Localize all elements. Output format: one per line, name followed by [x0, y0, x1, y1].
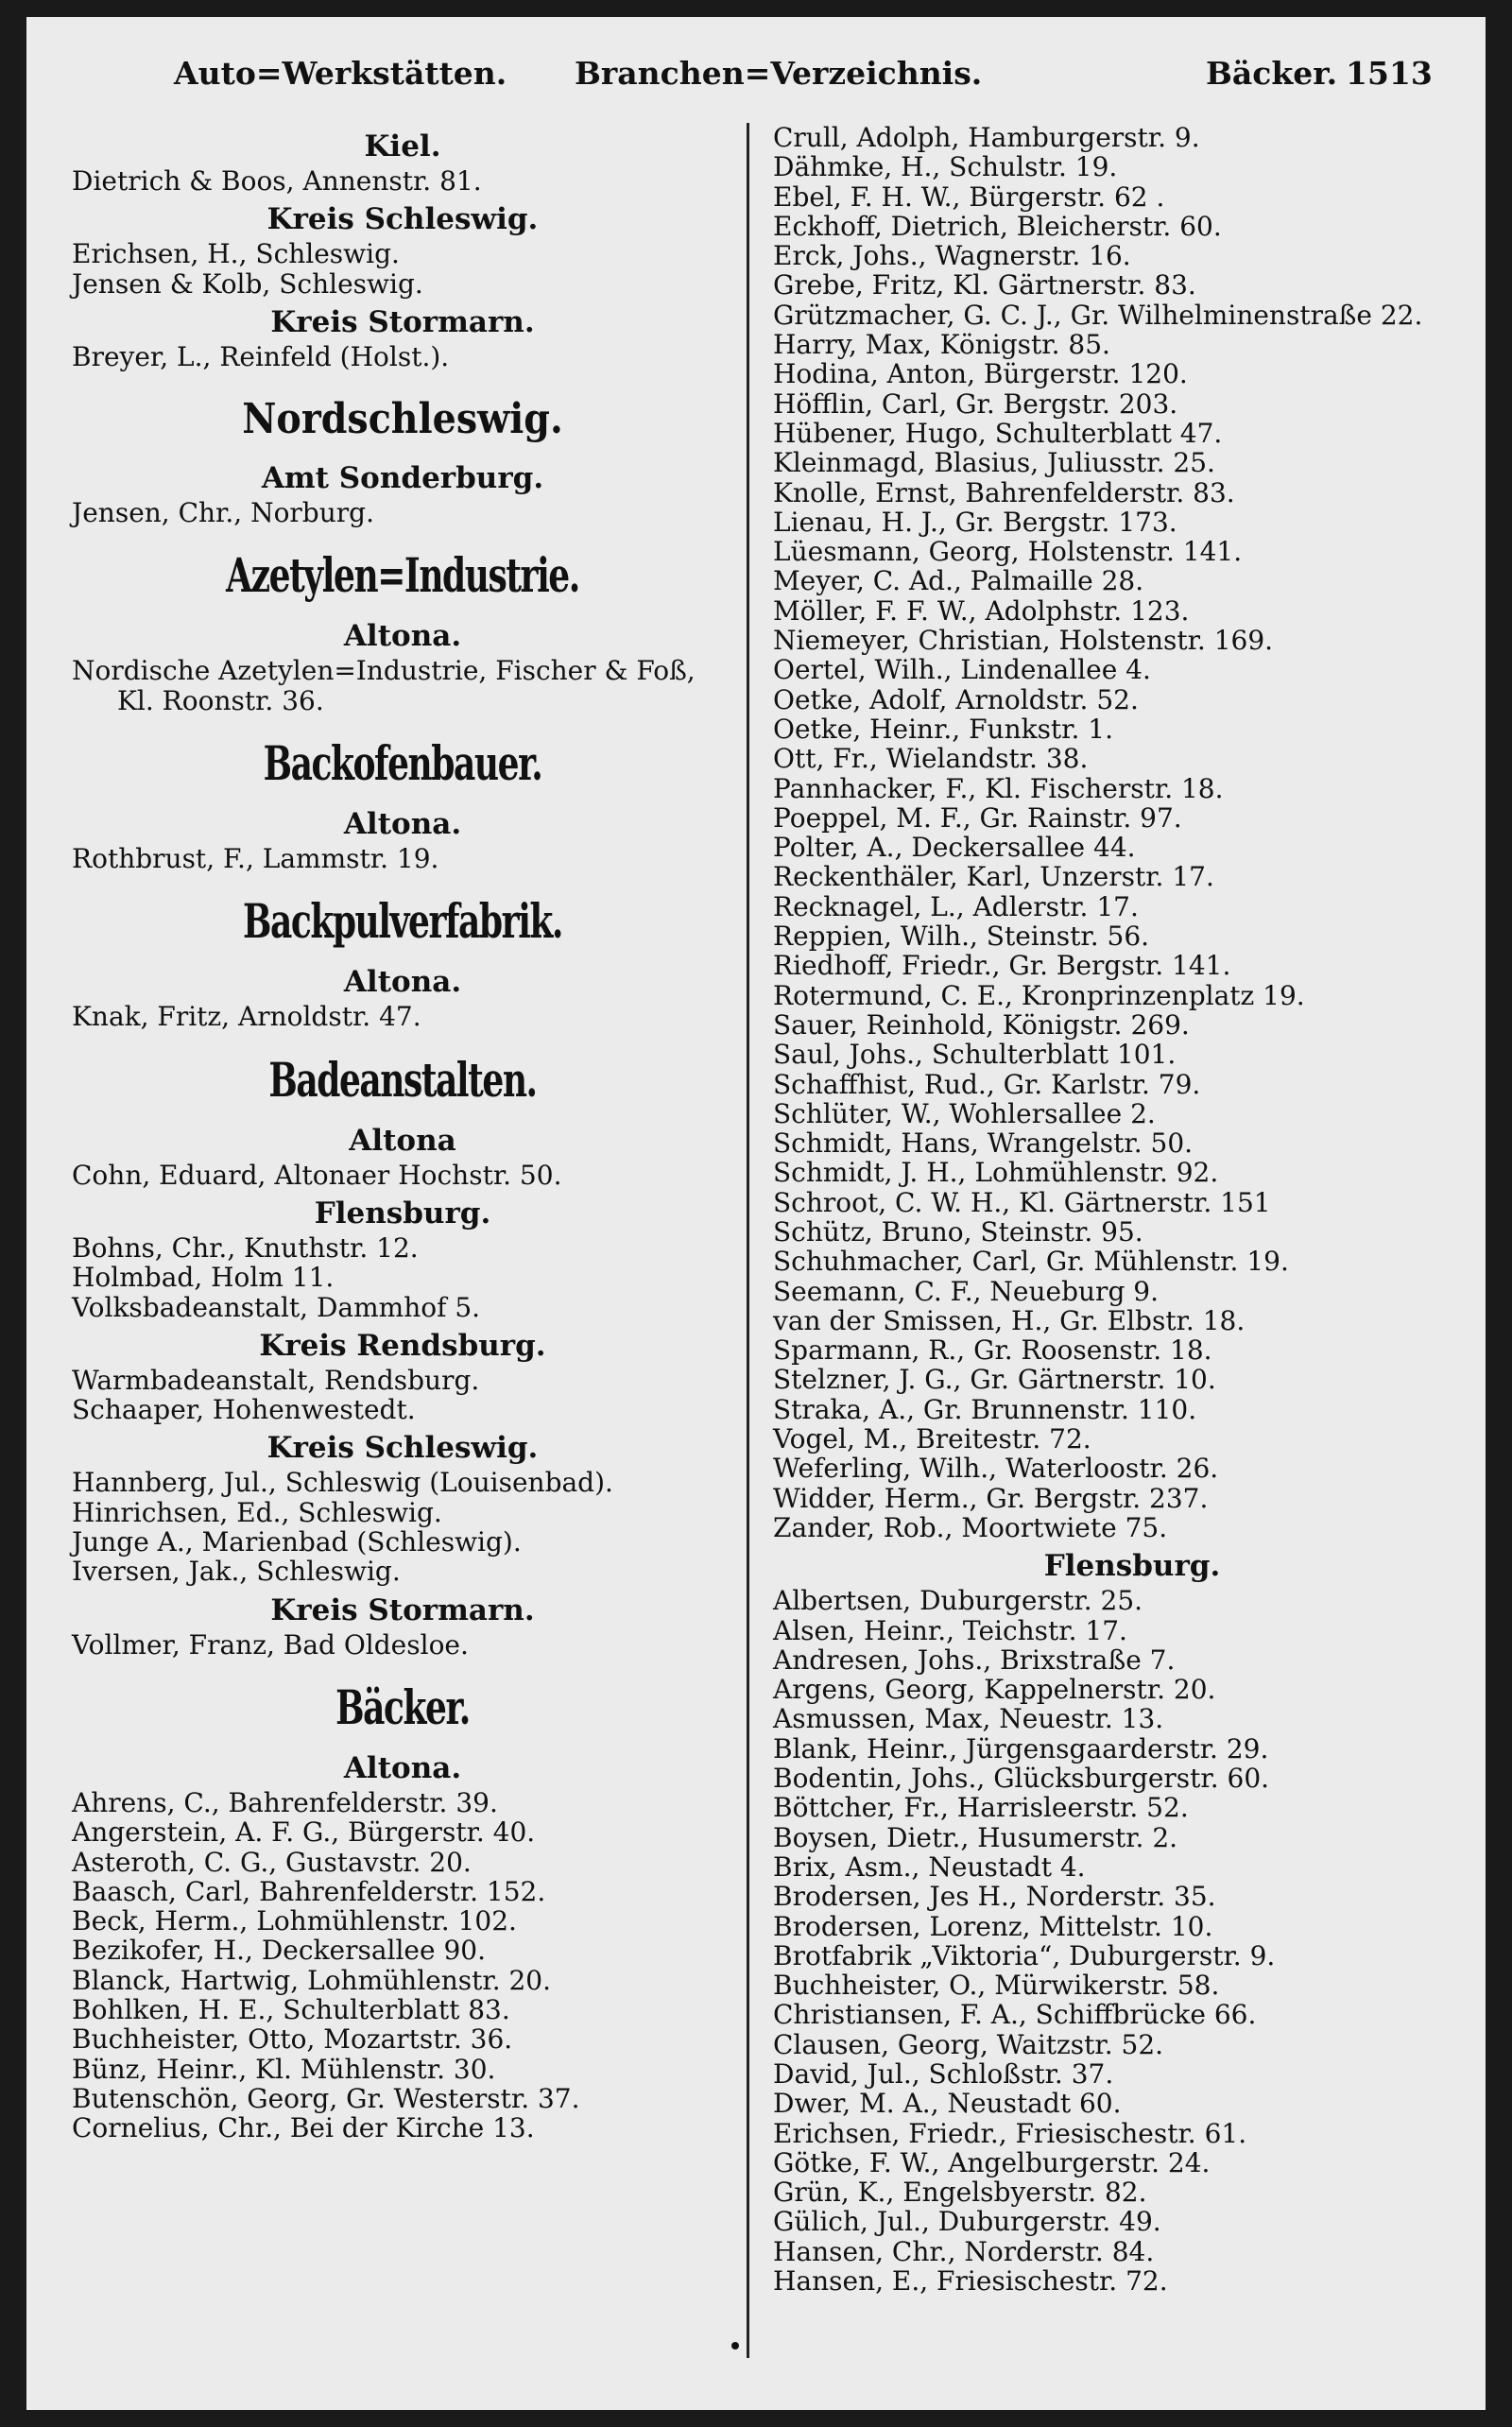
listing-entry: Schütz, Bruno, Steinstr. 95.	[773, 1215, 1143, 1248]
listing-entry: Sauer, Reinhold, Königstr. 269.	[773, 1008, 1190, 1041]
listing-entry: Reckenthäler, Karl, Unzerstr. 17.	[773, 861, 1214, 893]
listing-entry: Jensen & Kolb, Schleswig.	[72, 267, 423, 300]
listing-entry: Christiansen, F. A., Schiffbrücke 66.	[773, 1999, 1257, 2031]
listing-entry: Schroot, C. W. H., Kl. Gärtnerstr. 151	[773, 1186, 1271, 1218]
listing-entry: Hinrichsen, Ed., Schleswig.	[72, 1496, 442, 1528]
listing-entry: Riedhoff, Friedr., Gr. Bergstr. 141.	[773, 950, 1231, 982]
listing-entry: Knak, Fritz, Arnoldstr. 47.	[72, 1001, 421, 1033]
listing-entry: Dähmke, H., Schulstr. 19.	[773, 151, 1118, 183]
listing-entry: Volksbadeanstalt, Dammhof 5.	[72, 1291, 481, 1323]
listing-entry: Boysen, Dietr., Husumerstr. 2.	[773, 1821, 1178, 1853]
listing-entry: Hannberg, Jul., Schleswig (Louisenbad).	[72, 1467, 613, 1499]
directory-page	[26, 17, 1486, 2410]
listing-entry: Brodersen, Jes H., Norderstr. 35.	[773, 1881, 1216, 1913]
listing-entry: Holmbad, Holm 11.	[72, 1262, 335, 1294]
listing-entry: Lüesmann, Georg, Holstenstr. 141.	[773, 536, 1243, 568]
listing-entry: Höfflin, Carl, Gr. Bergstr. 203.	[773, 387, 1178, 420]
listing-entry: Iversen, Jak., Schleswig.	[72, 1556, 401, 1588]
place-heading: Flensburg.	[1043, 1549, 1221, 1584]
listing-entry: Erck, Johs., Wagnerstr. 16.	[773, 240, 1131, 272]
listing-entry: Butenschön, Georg, Gr. Westerstr. 37.	[72, 2082, 580, 2114]
listing-entry: Reppien, Wilh., Steinstr. 56.	[773, 921, 1150, 953]
listing-entry: David, Jul., Schloßstr. 37.	[773, 2058, 1114, 2090]
listing-entry: Poeppel, M. F., Gr. Rainstr. 97.	[773, 801, 1182, 834]
listing-entry: Argens, Georg, Kappelnerstr. 20.	[773, 1674, 1216, 1706]
listing-entry: Schaaper, Hohenwestedt.	[72, 1394, 416, 1426]
place-heading: Altona	[349, 1123, 456, 1158]
listing-entry: Brix, Asm., Neustadt 4.	[773, 1850, 1086, 1883]
listing-entry: Harry, Max, Königstr. 85.	[773, 329, 1110, 361]
listing-entry: Breyer, L., Reinfeld (Holst.).	[72, 340, 450, 372]
listing-entry: Gülich, Jul., Duburgerstr. 49.	[773, 2206, 1161, 2238]
listing-entry: Niemeyer, Christian, Holstenstr. 169.	[773, 625, 1274, 657]
listing-entry: Jensen, Chr., Norburg.	[72, 497, 374, 529]
district-heading: Kreis Stormarn.	[270, 1592, 535, 1627]
listing-entry: Pannhacker, F., Kl. Fischerstr. 18.	[773, 772, 1224, 804]
listing-entry: Bünz, Heinr., Kl. Mühlenstr. 30.	[72, 2053, 496, 2085]
listing-entry: Brotfabrik „Viktoria“, Duburgerstr. 9.	[773, 1939, 1276, 1971]
category-heading: Bäcker.	[335, 1678, 470, 1735]
listing-entry: Straka, A., Gr. Brunnenstr. 110.	[773, 1393, 1197, 1425]
listing-entry: Saul, Johs., Schulterblatt 101.	[773, 1039, 1177, 1071]
listing-entry: Dwer, M. A., Neustadt 60.	[773, 2088, 1122, 2120]
listing-entry: Bohlken, H. E., Schulterblatt 83.	[72, 1994, 510, 2026]
left-column	[72, 123, 733, 2143]
region-heading: Nordschleswig.	[242, 395, 563, 444]
page-header	[26, 55, 1486, 112]
listing-entry: Hansen, E., Friesischestr. 72.	[773, 2265, 1168, 2298]
listing-entry: Ott, Fr., Wielandstr. 38.	[773, 743, 1089, 775]
column-separator	[747, 123, 749, 2358]
listing-entry: van der Smissen, H., Gr. Elbstr. 18.	[773, 1304, 1246, 1336]
listing-entry: Rotermund, C. E., Kronprinzenplatz 19.	[773, 979, 1305, 1011]
listing-entry: Schlüter, W., Wohlersallee 2.	[773, 1097, 1156, 1129]
listing-entry: Oertel, Wilh., Lindenallee 4.	[773, 654, 1151, 686]
listing-entry: Grebe, Fritz, Kl. Gärtnerstr. 83.	[773, 269, 1196, 301]
listing-entry: Angerstein, A. F. G., Bürgerstr. 40.	[72, 1816, 536, 1849]
listing-entry: Ahrens, C., Bahrenfelderstr. 39.	[72, 1786, 498, 1818]
district-heading: Kreis Schleswig.	[266, 202, 539, 237]
listing-entry: Asmussen, Max, Neuestr. 13.	[773, 1703, 1164, 1735]
listing-entry: Asteroth, C. G., Gustavstr. 20.	[72, 1846, 472, 1878]
listing-entry: Schmidt, J. H., Lohmühlenstr. 92.	[773, 1157, 1219, 1189]
listing-entry: Ebel, F. H. W., Bürgerstr. 62 .	[773, 181, 1165, 213]
listing-entry: Erichsen, Friedr., Friesischestr. 61.	[773, 2117, 1247, 2149]
listing-entry: Zander, Rob., Moortwiete 75.	[773, 1511, 1168, 1543]
listing-entry: Hansen, Chr., Norderstr. 84.	[773, 2235, 1155, 2267]
listing-entry: Lienau, H. J., Gr. Bergstr. 173.	[773, 506, 1177, 538]
listing-entry: Seemann, C. F., Neueburg 9.	[773, 1275, 1159, 1307]
listing-entry: Widder, Herm., Gr. Bergstr. 237.	[773, 1482, 1209, 1514]
listing-entry: Eckhoff, Dietrich, Bleicherstr. 60.	[773, 210, 1222, 242]
listing-entry: Schaffhist, Rud., Gr. Karlstr. 79.	[773, 1068, 1201, 1100]
listing-entry: Recknagel, L., Adlerstr. 17.	[773, 890, 1139, 922]
listing-entry: Polter, A., Deckersallee 44.	[773, 832, 1136, 864]
listing-entry: Stelzner, J. G., Gr. Gärtnerstr. 10.	[773, 1364, 1216, 1396]
listing-entry: Oetke, Heinr., Funkstr. 1.	[773, 713, 1114, 745]
listing-entry: Clausen, Georg, Waitzstr. 52.	[773, 2028, 1164, 2060]
listing-entry: Beck, Herm., Lohmühlenstr. 102.	[72, 1905, 517, 1937]
listing-entry: Junge A., Marienbad (Schleswig).	[72, 1526, 522, 1558]
listing-entry: Crull, Adolph, Hamburgerstr. 9.	[773, 122, 1200, 153]
print-dot	[731, 2342, 739, 2350]
listing-entry: Alsen, Heinr., Teichstr. 17.	[773, 1614, 1127, 1646]
subdistrict-heading: Amt Sonderburg.	[261, 461, 544, 496]
category-heading: Azetylen=Industrie.	[226, 547, 579, 604]
place-heading: Flensburg.	[314, 1196, 491, 1231]
listing-entry: Oetke, Adolf, Arnoldstr. 52.	[773, 683, 1139, 715]
listing-entry: Albertsen, Duburgerstr. 25.	[773, 1585, 1143, 1617]
listing-entry: Buchheister, Otto, Mozartstr. 36.	[72, 2023, 513, 2056]
listing-entry: Schmidt, Hans, Wrangelstr. 50.	[773, 1127, 1194, 1160]
listing-entry: Bohns, Chr., Knuthstr. 12.	[72, 1231, 419, 1264]
header-center-title: Branchen=Verzeichnis.	[575, 55, 983, 92]
listing-entry: Buchheister, O., Mürwikerstr. 58.	[773, 1970, 1220, 2002]
header-right-title: Bäcker.	[1206, 55, 1338, 92]
category-heading: Backofenbauer.	[263, 735, 542, 792]
page-number: 1513	[1346, 55, 1433, 92]
listing-entry: Möller, F. F. W., Adolphstr. 123.	[773, 594, 1190, 627]
listing-entry: Meyer, C. Ad., Palmaille 28.	[773, 565, 1144, 597]
listing-entry: Erichsen, H., Schleswig.	[72, 238, 400, 270]
listing-entry: Grützmacher, G. C. J., Gr. Wilhelminenstraße 22.	[773, 299, 1423, 331]
category-heading: Badeanstalten.	[268, 1051, 537, 1108]
district-heading: Kreis Stormarn.	[270, 304, 535, 339]
district-heading: Kreis Rendsburg.	[259, 1328, 546, 1363]
listing-entry: Baasch, Carl, Bahrenfelderstr. 152.	[72, 1875, 546, 1907]
listing-entry: Brodersen, Lorenz, Mittelstr. 10.	[773, 1910, 1213, 1942]
listing-entry: Kleinmagd, Blasius, Juliusstr. 25.	[773, 447, 1215, 479]
listing-entry: Vollmer, Franz, Bad Oldesloe.	[72, 1628, 469, 1661]
category-heading: Backpulverfabrik.	[242, 893, 563, 950]
listing-entry: Götke, F. W., Angelburgerstr. 24.	[773, 2146, 1211, 2178]
place-heading: Altona.	[343, 965, 462, 1000]
listing-entry: Schuhmacher, Carl, Gr. Mühlenstr. 19.	[773, 1246, 1289, 1278]
listing-entry: Cornelius, Chr., Bei der Kirche 13.	[72, 2112, 535, 2144]
listing-entry: Warmbadeanstalt, Rendsburg.	[72, 1364, 480, 1396]
listing-entry: Bezikofer, H., Deckersallee 90.	[72, 1935, 487, 1967]
district-heading: Kreis Schleswig.	[266, 1431, 539, 1466]
listing-entry: Cohn, Eduard, Altonaer Hochstr. 50.	[72, 1159, 562, 1191]
listing-entry: Bodentin, Johs., Glücksburgerstr. 60.	[773, 1763, 1270, 1795]
listing-entry: Knolle, Ernst, Bahrenfelderstr. 83.	[773, 476, 1235, 508]
place-heading: Altona.	[343, 619, 462, 654]
place-heading: Kiel.	[364, 129, 441, 164]
listing-entry: Hodina, Anton, Bürgerstr. 120.	[773, 358, 1188, 390]
listing-entry: Weferling, Wilh., Waterloostr. 26.	[773, 1453, 1219, 1485]
right-column	[773, 123, 1486, 2296]
listing-entry: Andresen, Johs., Brixstraße 7.	[773, 1644, 1176, 1676]
listing-entry: Blank, Heinr., Jürgensgaarderstr. 29.	[773, 1732, 1269, 1764]
place-heading: Altona.	[343, 807, 462, 842]
listing-entry: Vogel, M., Breitestr. 72.	[773, 1423, 1091, 1455]
listing-entry: Nordische Azetylen=Industrie, Fischer & Foß, Kl. Roonstr. 36.	[72, 655, 696, 716]
place-heading: Altona.	[343, 1750, 462, 1785]
listing-entry: Böttcher, Fr., Harrisleerstr. 52.	[773, 1792, 1189, 1824]
listing-entry: Sparmann, R., Gr. Roosenstr. 18.	[773, 1334, 1212, 1367]
listing-entry: Grün, K., Engelsbyerstr. 82.	[773, 2177, 1147, 2209]
listing-entry: Dietrich & Boos, Annenstr. 81.	[72, 165, 482, 197]
listing-entry: Rothbrust, F., Lammstr. 19.	[72, 843, 439, 875]
header-left-title: Auto=Werkstätten.	[174, 55, 507, 92]
listing-entry: Hübener, Hugo, Schulterblatt 47.	[773, 417, 1223, 449]
listing-entry: Blanck, Hartwig, Lohmühlenstr. 20.	[72, 1964, 552, 1996]
